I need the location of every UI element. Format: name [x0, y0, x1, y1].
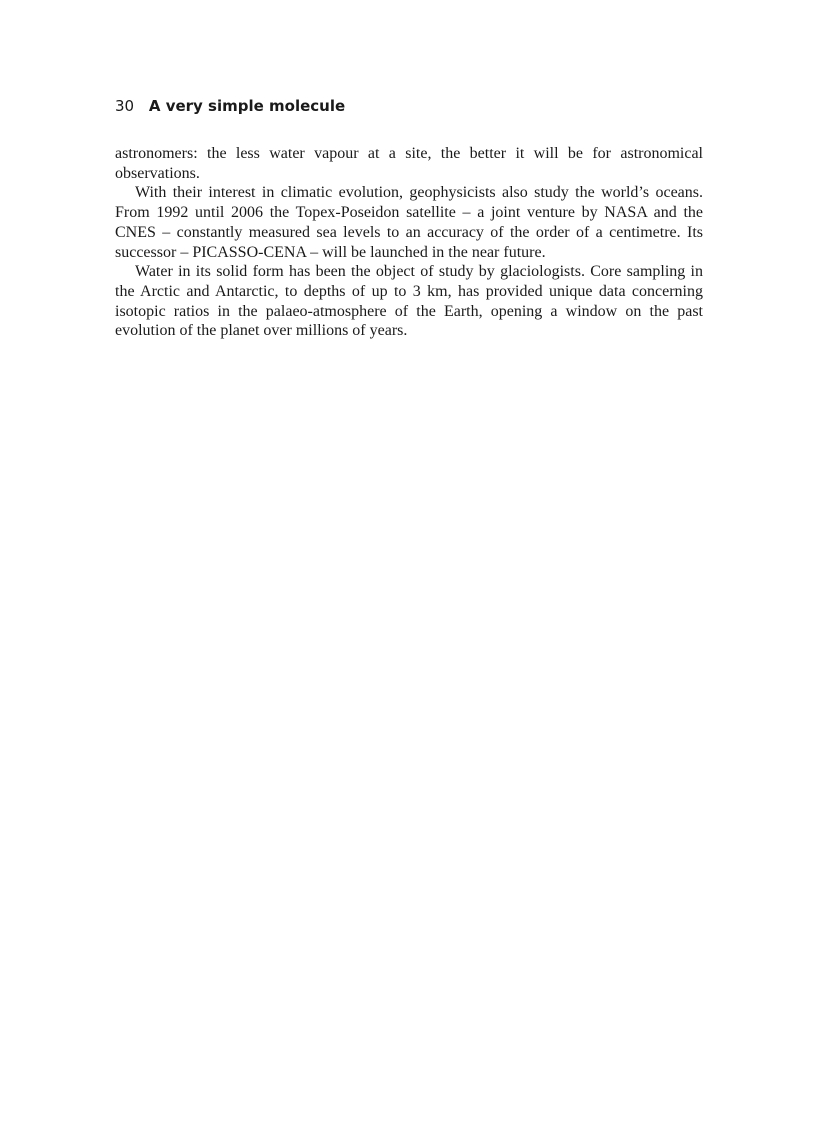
chapter-title: A very simple molecule: [148, 97, 346, 115]
page-number: 30: [115, 97, 135, 115]
paragraph-glaciology: Water in its solid form has been the object of study by glaciologists. Core sampling in the Arctic and Antarctic, to depths of up to 3 km, has provided unique data concerning isotopic ratios in the palaeo-atmosphere of the Earth, opening a window on the past evolution of the planet over millions of years.: [115, 263, 703, 340]
running-head: [115, 94, 715, 118]
paragraph-continued: astronomers: the less water vapour at a site, the better it will be for astronomical observations.: [115, 145, 703, 182]
body-text: [115, 144, 703, 341]
paragraph-oceans: With their interest in climatic evolution, geophysicists also study the world’s oceans. From 1992 until 2006 the Topex-Poseidon satellite – a joint venture by NASA and the CNES – constantly measured sea levels to an accuracy of the order of a centimetre. Its successor – PICASSO-CENA – will be launched in the near future.: [115, 184, 703, 261]
